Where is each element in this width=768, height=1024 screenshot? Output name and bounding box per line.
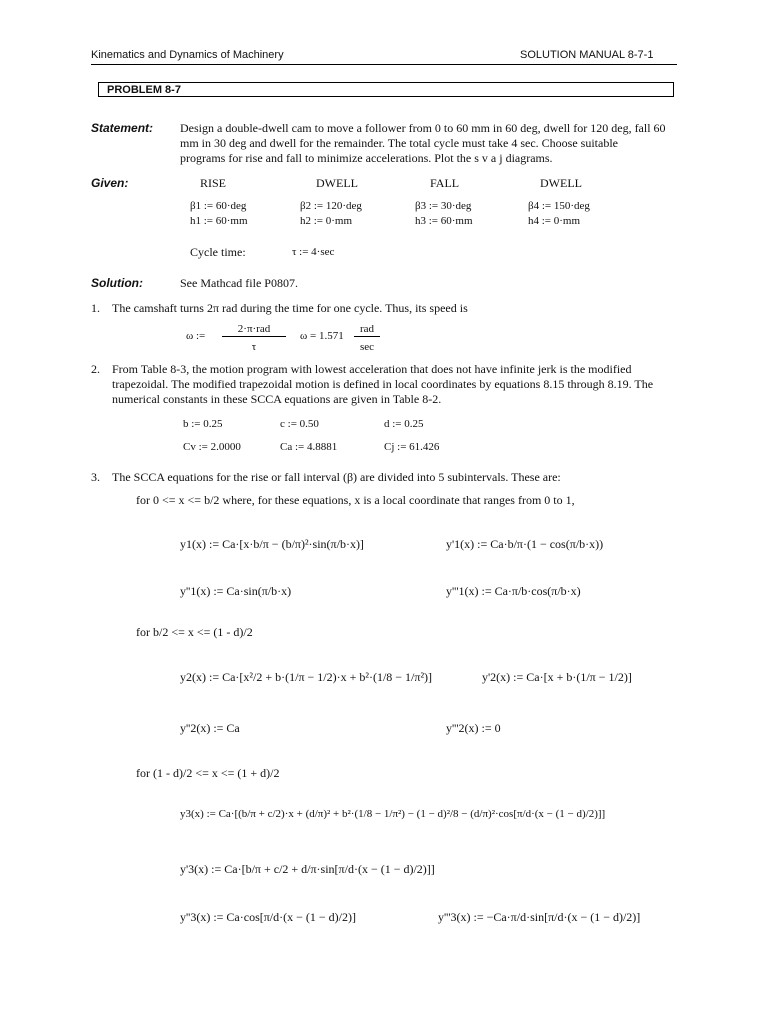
problem-title: PROBLEM 8-7: [98, 82, 674, 97]
const-d: d := 0.25: [384, 418, 424, 430]
omega-def-lhs: ω :=: [186, 330, 206, 342]
omega-def-denominator: τ: [251, 341, 257, 353]
interval-2-text: for b/2 <= x <= (1 - d)/2: [136, 625, 253, 639]
h-1: h1 := 60·mm: [190, 215, 248, 227]
running-header-right: SOLUTION MANUAL 8-7-1: [520, 49, 654, 61]
step-2-line-1: From Table 8-3, the motion program with lowest acceleration that does not have infinite jerk is the modified: [112, 362, 632, 376]
step-3-number: 3.: [91, 470, 100, 484]
step-1-text: The camshaft turns 2π rad during the time for one cycle. Thus, its speed is: [112, 301, 468, 315]
step-3-text: The SCCA equations for the rise or fall interval (β) are divided into 5 subintervals. These are:: [112, 470, 561, 484]
omega-unit-denominator: sec: [359, 341, 375, 353]
const-cv: Cv := 2.0000: [183, 441, 241, 453]
const-b: b := 0.25: [183, 418, 223, 430]
step-2-line-2: trapezoidal. The modified trapezoidal motion is defined in local coordinates by equations 8.15 through 8.19. The: [112, 377, 654, 391]
cycle-time-label: Cycle time:: [190, 245, 246, 259]
equation-y3-double-prime: y''3(x) := Ca·cos[π/d·(x − (1 − d)/2)]: [180, 910, 356, 924]
omega-unit-numerator: rad: [354, 322, 380, 337]
given-col-head: DWELL: [540, 176, 582, 190]
cycle-time-value: τ := 4·sec: [292, 246, 335, 258]
equation-y2-triple-prime: y'''2(x) := 0: [446, 721, 501, 735]
solution-text: See Mathcad file P0807.: [180, 276, 298, 290]
equation-y3: y3(x) := Ca·[(b/π + c/2)·x + (d/π)² + b²·(1/8 − 1/π²) − (1 − d)²/8 − (d/π)²·cos[π/d·(x − (1 − d)/2)]]: [180, 808, 606, 820]
omega-value-lhs: ω = 1.571: [300, 330, 344, 342]
header-rule: [91, 64, 677, 65]
equation-y1-prime: y'1(x) := Ca·b/π·(1 − cos(π/b·x)): [446, 537, 604, 551]
equation-y1: y1(x) := Ca·[x·b/π − (b/π)²·sin(π/b·x)]: [180, 537, 364, 551]
equation-y3-triple-prime: y'''3(x) := −Ca·π/d·sin[π/d·(x − (1 − d)/2)]: [438, 910, 641, 924]
running-header-left: Kinematics and Dynamics of Machinery: [91, 49, 284, 61]
step-2-line-3: numerical constants in these SCCA equations are given in Table 8-2.: [112, 392, 442, 406]
equation-y1-double-prime: y''1(x) := Ca·sin(π/b·x): [180, 584, 292, 598]
given-label: Given:: [91, 176, 129, 190]
statement-line-3: programs for rise and fall to minimize accelerations. Plot the s v a j diagrams.: [180, 151, 553, 165]
equation-y3-prime: y'3(x) := Ca·[b/π + c/2 + d/π·sin[π/d·(x − (1 − d)/2)]]: [180, 862, 435, 876]
given-col-head: FALL: [430, 176, 460, 190]
h-3: h3 := 60·mm: [415, 215, 473, 227]
equation-y2: y2(x) := Ca·[x²/2 + b·(1/π − 1/2)·x + b²·(1/8 − 1/π²)]: [180, 670, 433, 684]
statement-label: Statement:: [91, 121, 154, 135]
h-4: h4 := 0·mm: [528, 215, 581, 227]
statement-line-1: Design a double-dwell cam to move a follower from 0 to 60 mm in 60 deg, dwell for 120 deg, fall 60: [180, 121, 666, 135]
omega-def-numerator: 2·π·rad: [222, 322, 286, 337]
solution-label: Solution:: [91, 276, 143, 290]
const-cj: Cj := 61.426: [384, 441, 440, 453]
equation-y2-prime: y'2(x) := Ca·[x + b·(1/π − 1/2)]: [482, 670, 632, 684]
beta-3: β3 := 30·deg: [415, 200, 472, 212]
const-c: c := 0.50: [280, 418, 319, 430]
beta-1: β1 := 60·deg: [190, 200, 247, 212]
statement-line-2: mm in 30 deg and dwell for the remainder. The total cycle must take 4 sec. Choose suitable: [180, 136, 618, 150]
beta-4: β4 := 150·deg: [528, 200, 590, 212]
equation-y1-triple-prime: y'''1(x) := Ca·π/b·cos(π/b·x): [446, 584, 581, 598]
const-ca: Ca := 4.8881: [280, 441, 338, 453]
equation-y2-double-prime: y''2(x) := Ca: [180, 721, 240, 735]
step-2-number: 2.: [91, 362, 100, 376]
given-col-head: RISE: [200, 176, 227, 190]
interval-3-text: for (1 - d)/2 <= x <= (1 + d)/2: [136, 766, 280, 780]
h-2: h2 := 0·mm: [300, 215, 353, 227]
interval-1-text: for 0 <= x <= b/2 where, for these equations, x is a local coordinate that ranges from 0 to 1,: [136, 493, 575, 507]
given-col-head: DWELL: [316, 176, 358, 190]
step-1-number: 1.: [91, 301, 100, 315]
beta-2: β2 := 120·deg: [300, 200, 362, 212]
